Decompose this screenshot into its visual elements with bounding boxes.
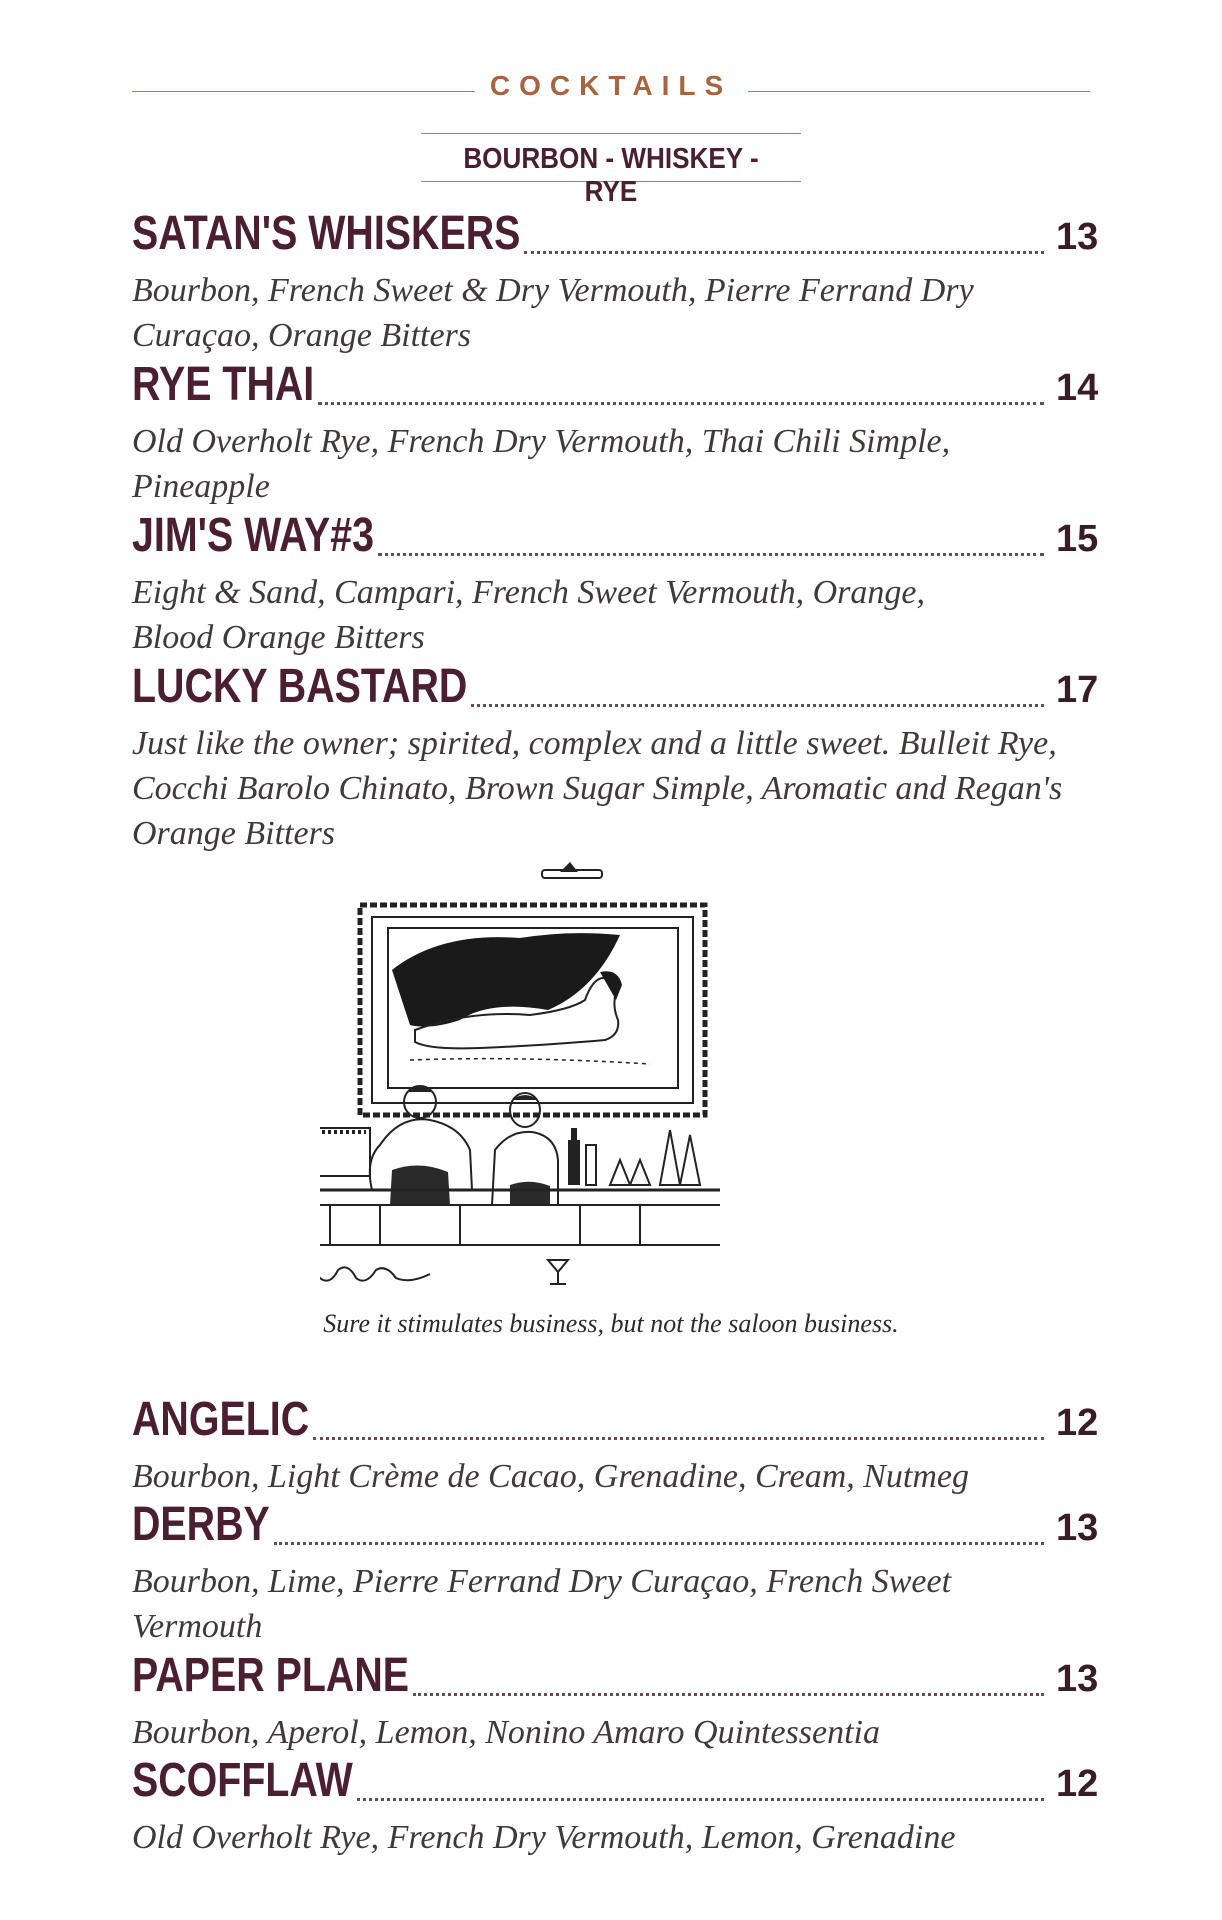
drink-name: RYE THAI: [132, 358, 315, 411]
menu-item: [132, 659, 1099, 856]
section-subtitle: BOURBON - WHISKEY - RYE: [463, 143, 759, 208]
dot-leader: [274, 1542, 1044, 1545]
drink-description: Bourbon, French Sweet & Dry Vermouth, Pierre Ferrand Dry Curaçao, Orange Bitters: [132, 272, 974, 354]
drink-price: 15: [1056, 518, 1099, 560]
drink-name: PAPER PLANE: [132, 1649, 410, 1702]
drink-price: 14: [1056, 367, 1099, 409]
drink-description: Just like the owner; spirited, complex and a little sweet. Bulleit Rye, Cocchi Barolo Chinato, Brown Sugar Simple, Aromatic and Regan's Orange Bitters: [132, 725, 1063, 852]
dot-leader: [471, 704, 1044, 707]
drink-price: 13: [1056, 1658, 1099, 1700]
drink-name: SCOFFLAW: [132, 1754, 353, 1807]
menu-item: [132, 1753, 1099, 1860]
dot-leader: [413, 1693, 1044, 1696]
cartoon-caption: Sure it stimulates business, but not the saloon business.: [323, 1309, 899, 1338]
menu-item: [132, 206, 1099, 358]
drink-name: JIM'S WAY#3: [132, 509, 374, 562]
drink-name: LUCKY BASTARD: [132, 660, 468, 713]
drink-name: SATAN'S WHISKERS: [132, 207, 521, 260]
menu-item: [132, 1648, 1099, 1755]
drink-description: Bourbon, Light Crème de Cacao, Grenadine, Cream, Nutmeg: [132, 1458, 970, 1495]
dot-leader: [524, 251, 1044, 254]
drink-description: Old Overholt Rye, French Dry Vermouth, Thai Chili Simple, Pineapple: [132, 423, 951, 505]
dot-leader: [313, 1437, 1044, 1440]
drink-description: Old Overholt Rye, French Dry Vermouth, Lemon, Grenadine: [132, 1819, 956, 1856]
menu-item: [132, 1392, 1099, 1499]
drink-price: 13: [1056, 1507, 1099, 1549]
dot-leader: [318, 402, 1044, 405]
menu-item: [132, 357, 1099, 509]
drink-description: Bourbon, Lime, Pierre Ferrand Dry Curaçao, French Sweet Vermouth: [132, 1563, 952, 1645]
menu-item: [132, 1497, 1099, 1649]
cartoon-illustration: [320, 860, 900, 1300]
drink-description: Eight & Sand, Campari, French Sweet Vermouth, Orange, Blood Orange Bitters: [132, 574, 925, 656]
drink-price: 12: [1056, 1402, 1099, 1444]
drink-price: 12: [1056, 1763, 1099, 1805]
dot-leader: [357, 1798, 1044, 1801]
section-title: COCKTAILS: [489, 70, 733, 101]
drink-name: ANGELIC: [132, 1393, 310, 1446]
drink-description: Bourbon, Aperol, Lemon, Nonino Amaro Quintessentia: [132, 1714, 880, 1751]
menu-item: [132, 508, 1099, 660]
drink-price: 13: [1056, 216, 1099, 258]
drink-name: DERBY: [132, 1498, 270, 1551]
dot-leader: [378, 553, 1044, 556]
drink-price: 17: [1056, 669, 1099, 711]
